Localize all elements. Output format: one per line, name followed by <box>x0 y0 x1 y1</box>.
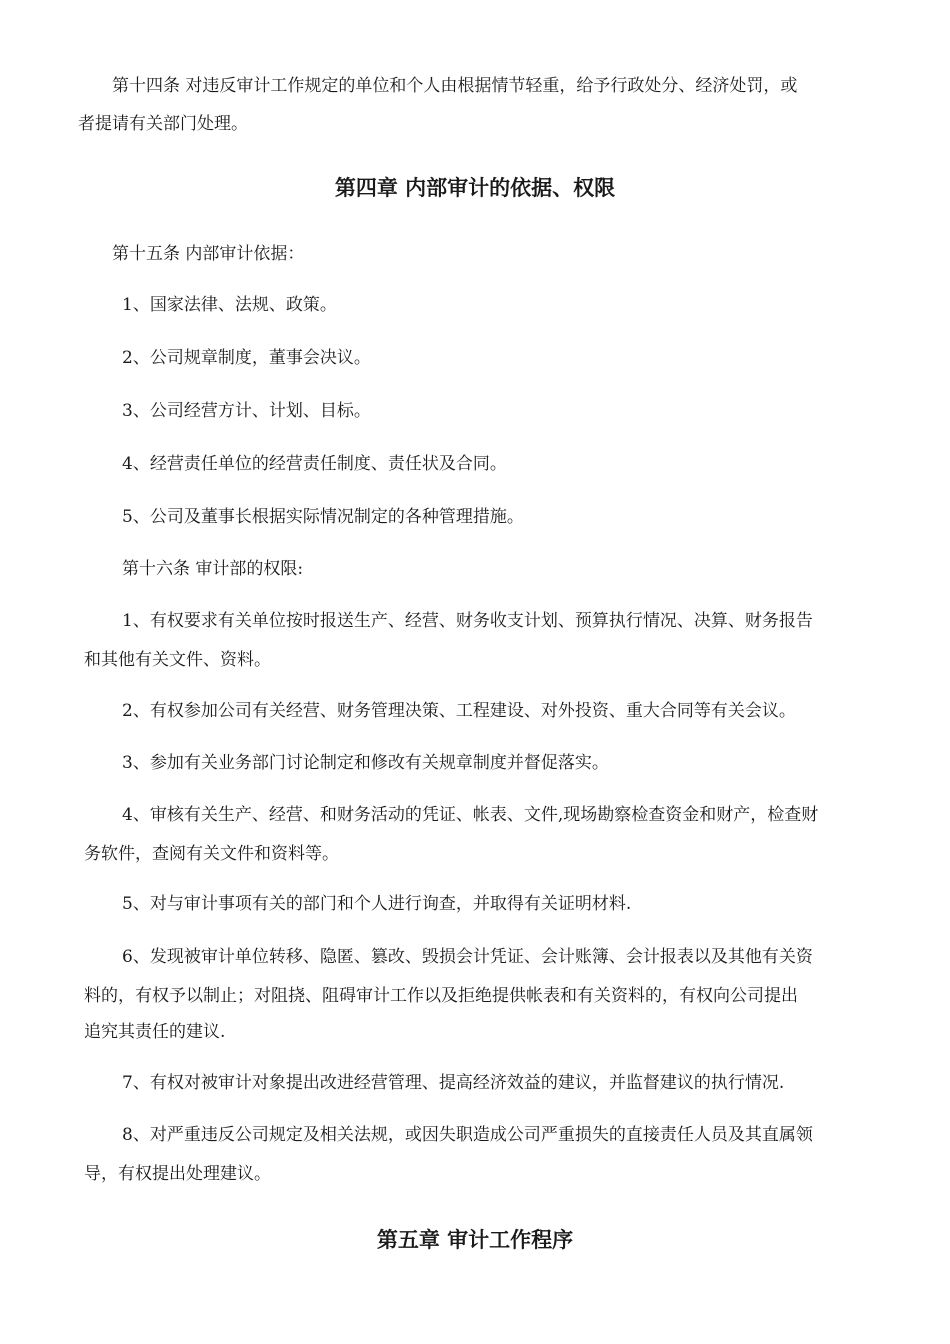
article-15-heading: 第十五条 内部审计依据： <box>112 244 305 264</box>
article-16-item-3: 3、参加有关业务部门讨论制定和修改有关规章制度并督促落实。 <box>122 753 609 773</box>
article-16-item-5: 5、对与审计事项有关的部门和个人进行询查，并取得有关证明材料. <box>122 894 632 914</box>
article-16-item-2: 2、有权参加公司有关经营、财务管理决策、工程建设、对外投资、重大合同等有关会议。 <box>122 701 796 721</box>
article-16-item-4-line-1: 4、审核有关生产、经营、和财务活动的凭证、帐表、文件,现场勘察检查资金和财产，检查财 <box>122 805 819 825</box>
article-16-item-8-line-2: 导，有权提出处理建议。 <box>84 1164 271 1184</box>
article-14-line-2: 者提请有关部门处理。 <box>78 114 248 134</box>
article-15-item-3: 3、公司经营方计、计划、目标。 <box>122 401 371 421</box>
article-16-item-6-line-1: 6、发现被审计单位转移、隐匿、篡改、毁损会计凭证、会计账簿、会计报表以及其他有关资 <box>122 947 813 967</box>
article-15-item-5: 5、公司及董事长根据实际情况制定的各种管理措施。 <box>122 507 524 527</box>
chapter-4-title: 第四章 内部审计的依据、权限 <box>334 176 616 200</box>
article-15-item-1: 1、国家法律、法规、政策。 <box>122 295 337 315</box>
article-16-item-6-line-3: 追究其责任的建议. <box>84 1022 226 1042</box>
article-15-item-4: 4、经营责任单位的经营责任制度、责任状及合同。 <box>122 454 507 474</box>
article-16-item-1-line-2: 和其他有关文件、资料。 <box>84 650 271 670</box>
article-16-item-4-line-2: 务软件，查阅有关文件和资料等。 <box>84 844 339 864</box>
article-15-item-2: 2、公司规章制度，董事会决议。 <box>122 348 371 368</box>
article-14-line-1: 第十四条 对违反审计工作规定的单位和个人由根据情节轻重，给予行政处分、经济处罚，或 <box>112 76 798 96</box>
article-16-item-8-line-1: 8、对严重违反公司规定及相关法规，或因失职造成公司严重损失的直接责任人员及其直属领 <box>122 1125 813 1145</box>
article-16-item-6-line-2: 料的，有权予以制止；对阻挠、阻碍审计工作以及拒绝提供帐表和有关资料的，有权向公司提出 <box>84 986 798 1006</box>
chapter-5-title: 第五章 审计工作程序 <box>376 1228 574 1252</box>
article-16-heading: 第十六条 审计部的权限: <box>122 559 304 579</box>
article-16-item-7: 7、有权对被审计对象提出改进经营管理、提高经济效益的建议，并监督建议的执行情况. <box>122 1073 785 1093</box>
article-16-item-1-line-1: 1、有权要求有关单位按时报送生产、经营、财务收支计划、预算执行情况、决算、财务报告 <box>122 611 813 631</box>
